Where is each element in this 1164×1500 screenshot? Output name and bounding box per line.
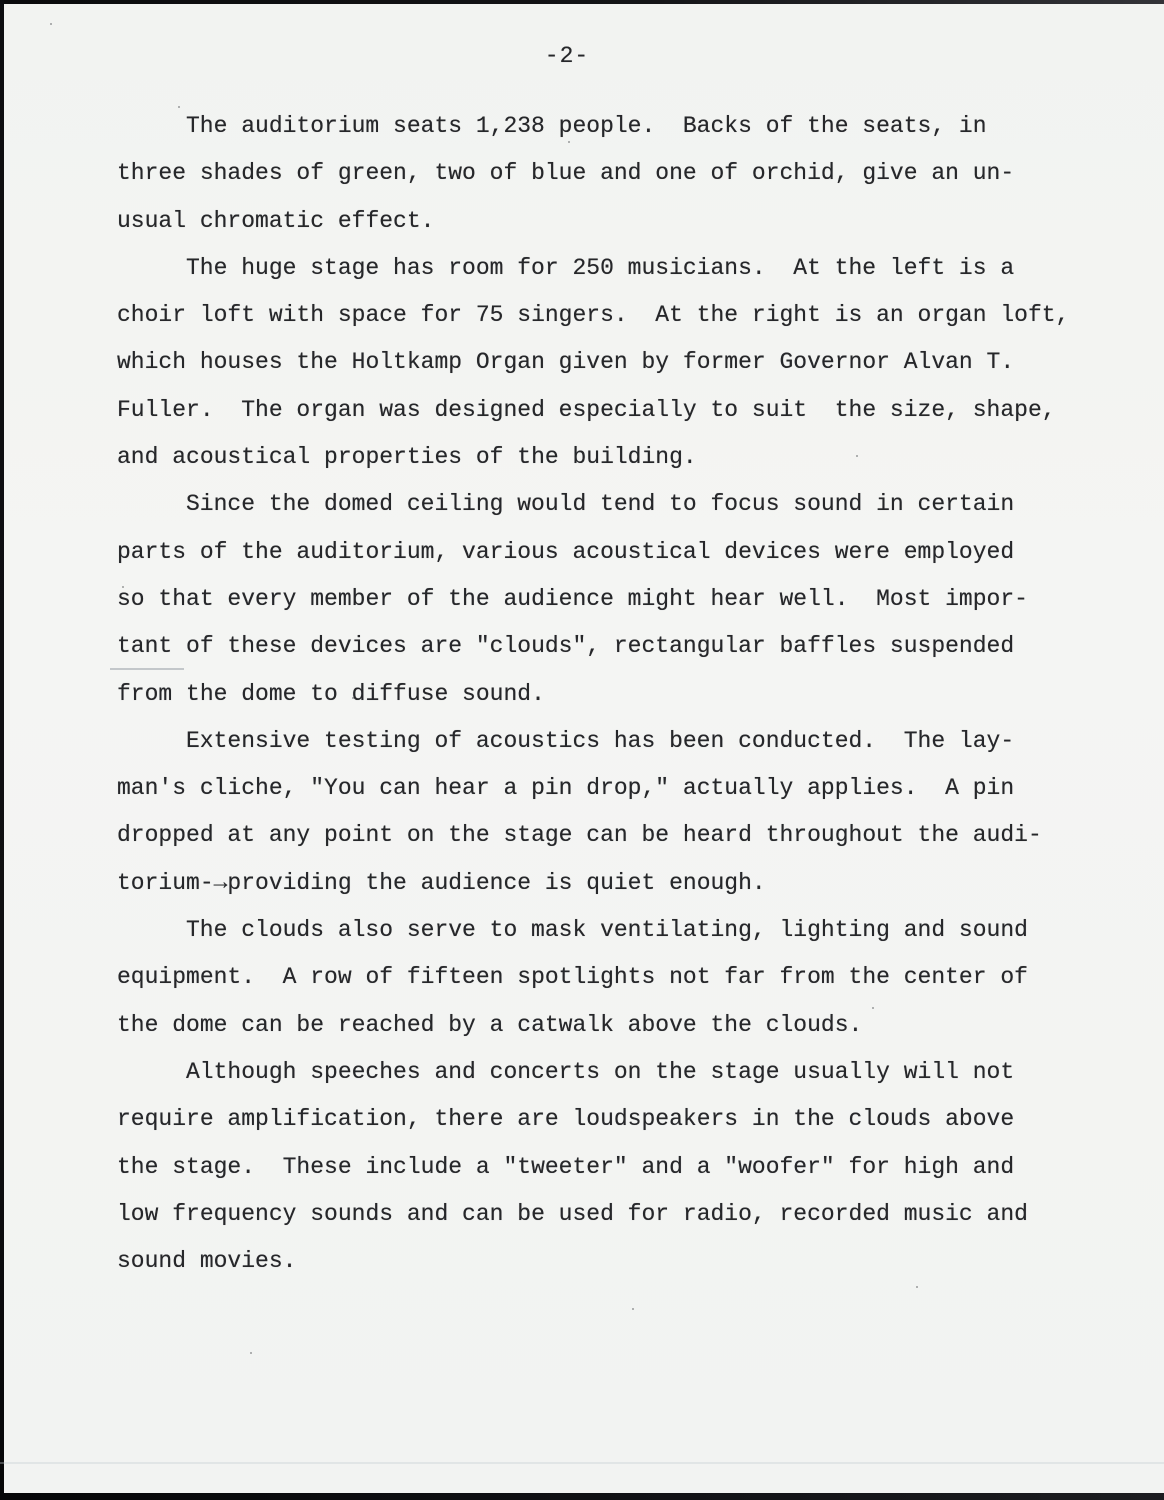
text-line: torium-→providing the audience is quiet enough. [117,869,766,896]
scan-edge-left [0,0,4,1500]
text-line: the dome can be reached by a catwalk above the clouds. [117,1011,863,1038]
scan-artifact-line [0,1462,1164,1464]
paper-speck [250,1352,252,1354]
text-line: equipment. A row of fifteen spotlights not far from the center of [117,964,1028,991]
text-line: three shades of green, two of blue and one of orchid, give an un- [117,160,1015,187]
paper-speck [856,455,858,457]
paper-speck [568,141,570,143]
text-line: choir loft with space for 75 singers. At the right is an organ loft, [117,302,1070,329]
text-line: and acoustical properties of the building. [117,444,697,471]
text-line: Fuller. The organ was designed especially to suit the size, shape, [117,396,1056,423]
text-line: the stage. These include a "tweeter" and a "woofer" for high and [117,1153,1015,1180]
text-line: Since the domed ceiling would tend to focus sound in certain [186,491,1015,518]
text-line: which houses the Holtkamp Organ given by former Governor Alvan T. [117,349,1015,376]
text-line: low frequency sounds and can be used for radio, recorded music and [117,1200,1028,1227]
text-line: tant of these devices are "clouds", rectangular baffles suspended [117,633,1015,660]
pencil-underline-artifact [110,668,184,670]
paragraph [117,1049,1117,1285]
scan-edge-bottom [0,1493,1164,1500]
paragraph [117,718,1117,907]
text-line: sound movies. [117,1248,297,1275]
text-line: usual chromatic effect. [117,207,435,234]
text-line: require amplification, there are loudspeakers in the clouds above [117,1106,1015,1133]
paper-speck [50,23,52,25]
paper-speck [872,1007,874,1009]
paragraph [117,907,1117,1049]
paragraph [117,245,1117,481]
document-body [117,103,1117,1285]
text-line: The huge stage has room for 250 musicians. At the left is a [186,254,1015,281]
text-line: man's cliche, "You can hear a pin drop," actually applies. A pin [117,775,1015,802]
text-line: parts of the auditorium, various acoustical devices were employed [117,538,1015,565]
text-line: The auditorium seats 1,238 people. Backs of the seats, in [186,113,987,139]
paragraph [117,103,1117,245]
paragraph [117,481,1117,717]
text-line: so that every member of the audience might hear well. Most impor- [117,585,1028,612]
text-line: Extensive testing of acoustics has been conducted. The lay- [186,727,1015,754]
paper-speck [916,1286,918,1288]
scan-edge-top [0,0,1164,4]
text-line: The clouds also serve to mask ventilating, lighting and sound [186,917,1028,944]
paper-speck [352,697,354,699]
paper-speck [632,1308,634,1310]
text-line: from the dome to diffuse sound. [117,680,545,707]
paper-speck [178,106,180,108]
text-line: dropped at any point on the stage can be heard throughout the audi- [117,822,1042,849]
page-number: -2- [544,43,590,69]
text-line: Although speeches and concerts on the stage usually will not [186,1058,1015,1085]
paper-speck [122,586,124,588]
